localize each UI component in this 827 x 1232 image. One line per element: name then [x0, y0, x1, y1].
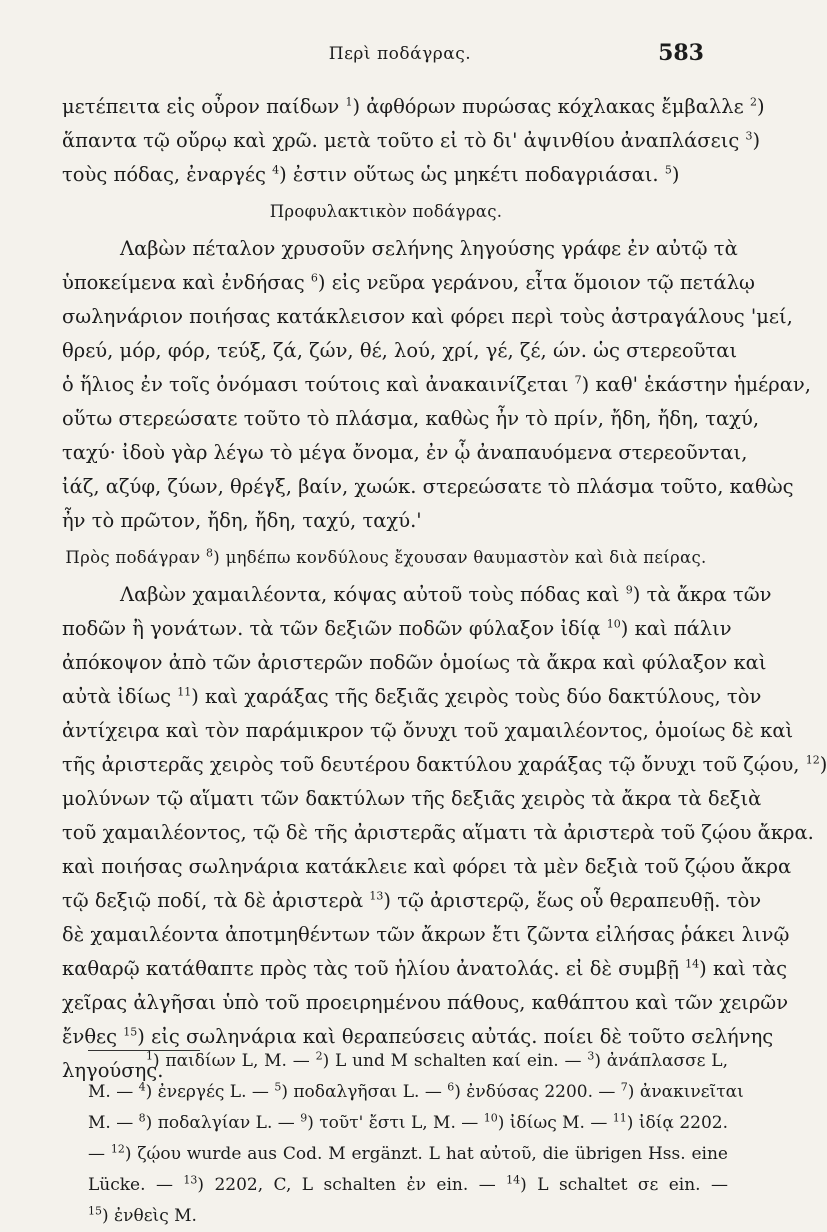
text-line — [62, 578, 772, 612]
text-line — [62, 334, 738, 368]
footnote-line — [88, 1077, 744, 1108]
text-run: ) καὶ τὰς — [699, 957, 788, 980]
text-run: μολύνων τῷ αἵματι τῶν δακτύλων τῆς δεξιᾶς χειρὸς τὰ ἄκρα τὰ δεξιὰ — [62, 787, 762, 810]
text-run: ) — [752, 129, 761, 152]
text-line — [62, 368, 811, 402]
text-run: ἅπαντα τῷ οὔρῳ καὶ χρῶ. μετὰ τοῦτο εἰ τὸ δι' ἀψινθίου ἀναπλάσεις — [62, 129, 746, 152]
text-run: ) καθ' ἑκάστην ἡμέραν, — [581, 373, 811, 396]
text-run: ) — [671, 163, 680, 186]
text-run: θρεύ, μόρ, φόρ, τεύξ, ζά, ζών, θέ, λού, χρί, γέ, ζέ, ών. ὡς στερεοῦται — [62, 339, 738, 362]
text-run: ) ζῴου wurde aus Cod. M ergänzt. L hat αὐτοῦ, die übrigen Hss. eine — [124, 1144, 728, 1164]
footnote-marker: 2 — [749, 95, 757, 109]
footnote-marker: 8 — [205, 546, 214, 560]
text-line — [62, 714, 794, 748]
footnote-marker: 8 — [138, 1111, 146, 1125]
page-number: 583 — [658, 40, 704, 66]
text-run: τοῦ χαμαιλέοντος, τῷ δὲ τῆς ἀριστερᾶς αἵματι τὰ ἀριστερὰ τοῦ ζῴου ἄκρα. — [62, 821, 814, 844]
text-run: M. — — [88, 1082, 139, 1102]
main-text — [62, 90, 827, 1088]
section-heading-prophylactic: Προφυλακτικὸν ποδάγρας. — [269, 202, 503, 221]
text-line — [62, 986, 789, 1020]
text-line — [62, 266, 755, 300]
footnote-marker: 1 — [345, 95, 353, 109]
text-run: αὐτὰ ἰδίως — [62, 685, 178, 708]
text-run: τῷ δεξιῷ ποδί, τὰ δὲ ἀριστερὰ — [62, 889, 370, 912]
text-run: δὲ χαμαιλέοντα ἀποτμηθέντων τῶν ἄκρων ἔτι ζῶντα εἰλήσας ῥάκει λινῷ — [62, 923, 790, 946]
text-run: ) — [756, 95, 765, 118]
footnote-marker: 10 — [483, 1111, 498, 1125]
text-line — [62, 884, 762, 918]
footnote-marker: 6 — [447, 1080, 455, 1094]
footnote-marker: 5 — [664, 163, 672, 177]
footnote-marker: 7 — [574, 373, 582, 387]
text-run: ) ἀνάπλασσε L, — [594, 1051, 728, 1071]
text-run: ) ἐνθεὶς M. — [102, 1206, 197, 1226]
text-run: τῆς ἀριστερᾶς χειρὸς τοῦ δευτέρου δακτύλου χαράξας τῷ ὄνυχι τοῦ ζῴου, — [62, 753, 806, 776]
footnote-marker: 3 — [745, 129, 753, 143]
text-line — [62, 232, 738, 266]
text-run: ) ἀφθόρων πυρώσας κόχλακας ἔμβαλλε — [352, 95, 750, 118]
footnote-line — [88, 1201, 728, 1232]
footnote-marker: 5 — [274, 1080, 282, 1094]
text-run: ) εἰς σωληνάρια καὶ θεραπεύσεις αὐτάς. ποίει δὲ τοῦτο σελήνης — [137, 1025, 774, 1048]
opening-paragraph — [62, 90, 765, 192]
text-run: ) καὶ πάλιν — [620, 617, 732, 640]
footnote-line — [88, 1170, 728, 1201]
footnote-line — [88, 1139, 728, 1170]
text-run: ) τοῦτ' ἔστι L, M. — — [307, 1113, 484, 1133]
footnote-marker: 14 — [506, 1173, 521, 1187]
text-line — [62, 436, 748, 470]
text-line — [62, 646, 767, 680]
footnote-marker: 9 — [300, 1111, 308, 1125]
footnote-marker: 3 — [587, 1049, 595, 1063]
footnote-marker: 13 — [183, 1173, 198, 1187]
remedy-paragraph — [62, 578, 827, 1088]
text-line — [62, 816, 814, 850]
text-run: Lücke. — — [88, 1175, 184, 1195]
text-run: ) ἀνακινεῖται — [627, 1082, 744, 1102]
section-heading-remedy — [62, 538, 710, 578]
text-line — [62, 782, 762, 816]
text-run: ) 2202, C, L schalten ἐν ein. — — [197, 1175, 507, 1195]
text-run: τοὺς πόδας, ἐναργές — [62, 163, 273, 186]
text-run: ) L und M schalten καί ein. — — [322, 1051, 588, 1071]
footnote-marker: 11 — [177, 685, 192, 699]
footnote-marker: 15 — [88, 1204, 102, 1218]
text-run: Λαβὼν πέταλον χρυσοῦν σελήνης ληγούσης γράφε ἐν αὐτῷ τὰ — [120, 237, 738, 260]
footnotes — [88, 1046, 744, 1232]
prophylactic-paragraph — [62, 232, 811, 538]
text-run: Λαβὼν χαμαιλέοντα, κόψας αὐτοῦ τοὺς πόδας καὶ — [120, 583, 626, 606]
footnote-marker: 1 — [146, 1049, 153, 1063]
footnote-marker: 13 — [369, 889, 384, 903]
text-run: ) ἐνδύσας 2200. — — [454, 1082, 621, 1102]
text-run: ) εἰς νεῦρα γεράνου, εἶτα ὅμοιον τῷ πετάλῳ — [317, 271, 755, 294]
footnote-marker: 14 — [685, 957, 700, 971]
text-line — [62, 504, 710, 538]
footnote-line — [88, 1046, 728, 1077]
running-title: Περὶ ποδάγρας. — [328, 44, 472, 64]
text-run: ) παιδίων L, M. — — [153, 1051, 316, 1071]
footnote-marker: 2 — [315, 1049, 323, 1063]
text-line — [62, 402, 760, 436]
footnote-marker: 6 — [310, 271, 318, 285]
text-run: — — [88, 1144, 111, 1164]
text-run: ) μηδέπω κονδύλους ἔχουσαν θαυμαστὸν καὶ διὰ πείρας. — [213, 548, 707, 567]
footnote-marker: 4 — [272, 163, 280, 177]
text-run: ποδῶν ἢ γονάτων. τὰ τῶν δεξιῶν ποδῶν φύλαξον ἰδίᾳ — [62, 617, 607, 640]
text-line — [62, 124, 761, 158]
text-run: ἔνθες — [62, 1025, 124, 1048]
text-line — [62, 680, 762, 714]
footnote-marker: 15 — [123, 1025, 138, 1039]
text-run: ταχύ· ἰδοὺ γὰρ λέγω τὸ μέγα ὄνομα, ἐν ᾧ ἀναπαυόμενα στερεοῦνται, — [62, 441, 748, 464]
text-line — [62, 470, 794, 504]
footnote-marker: 9 — [625, 583, 633, 597]
text-run: ) ἐνεργές L. — — [145, 1082, 275, 1102]
footnote-marker: 12 — [805, 753, 820, 767]
text-run: ) — [819, 753, 827, 776]
footnote-marker: 4 — [138, 1080, 146, 1094]
text-run: ἀπόκοψον ἀπὸ τῶν ἀριστερῶν ποδῶν ὁμοίως τὰ ἄκρα καὶ φύλαξον καὶ — [62, 651, 767, 674]
text-run: ἀντίχειρα καὶ τὸν παράμικρον τῷ ὄνυχι τοῦ χαμαιλέοντος, ὁμοίως δὲ καὶ — [62, 719, 794, 742]
text-run: ὁ ἥλιος ἐν τοῖς ὀνόμασι τούτοις καὶ ἀνακαινίζεται — [62, 373, 575, 396]
text-run: ληγούσης. — [62, 1059, 164, 1082]
text-line — [62, 300, 793, 334]
text-line — [62, 918, 790, 952]
text-run: μετέπειτα εἰς οὖρον παίδων — [62, 95, 346, 118]
text-run: ) τὰ ἄκρα τῶν — [632, 583, 772, 606]
text-run: καὶ ποιήσας σωληνάρια κατάκλειε καὶ φόρει τὰ μὲν δεξιὰ τοῦ ζῴου ἄκρα — [62, 855, 792, 878]
text-line — [62, 90, 765, 124]
footnote-marker: 7 — [620, 1080, 628, 1094]
text-run: ἦν τὸ πρῶτον, ἤδη, ἤδη, ταχύ, ταχύ.' — [62, 509, 422, 532]
text-run: Πρὸς ποδάγραν — [65, 548, 206, 567]
text-line — [62, 612, 732, 646]
text-run: ) L schaltet σε ein. — — [520, 1175, 728, 1195]
text-run: ) ποδαλγίαν L. — — [145, 1113, 301, 1133]
text-line — [62, 158, 710, 192]
text-run: χεῖρας ἀλγῆσαι ὑπὸ τοῦ προειρημένου πάθους, καθάπτου καὶ τῶν χειρῶν — [62, 991, 789, 1014]
text-run: ) τῷ ἀριστερῷ, ἕως οὗ θεραπευθῇ. τὸν — [383, 889, 762, 912]
footnote-marker: 11 — [612, 1111, 627, 1125]
text-line — [62, 748, 827, 782]
text-run: σωληνάριον ποιήσας κατάκλεισον καὶ φόρει περὶ τοὺς ἀστραγάλους 'μεί, — [62, 305, 793, 328]
text-run: ) ἰδίᾳ 2202. — [626, 1113, 728, 1133]
text-run: καθαρῷ κατάθαπτε πρὸς τὰς τοῦ ἡλίου ἀνατολάς. εἰ δὲ συμβῇ — [62, 957, 686, 980]
text-line — [62, 952, 788, 986]
running-head — [0, 40, 800, 70]
text-run: ) καὶ χαράξας τῆς δεξιᾶς χειρὸς τοὺς δύο δακτύλους, τὸν — [191, 685, 762, 708]
footnote-line — [88, 1108, 728, 1139]
text-run: ἰάζ, αζύφ, ζύων, θρέγξ, βαίν, χωώκ. στερεώσατε τὸ πλάσμα τοῦτο, καθὼς — [62, 475, 794, 498]
footnote-marker: 10 — [606, 617, 621, 631]
footnote-marker: 12 — [110, 1142, 125, 1156]
text-run: ) ἰδίως M. — — [497, 1113, 613, 1133]
text-run: M. — — [88, 1113, 139, 1133]
text-run: οὕτω στερεώσατε τοῦτο τὸ πλάσμα, καθὼς ἦν τὸ πρίν, ἤδη, ἤδη, ταχύ, — [62, 407, 760, 430]
text-run: ὑποκείμενα καὶ ἐνδήσας — [62, 271, 311, 294]
text-line — [62, 850, 792, 884]
text-run: ) ἐστιν οὕτως ὡς μηκέτι ποδαγριάσαι. — [279, 163, 665, 186]
text-run: ) ποδαλγῆσαι L. — — [281, 1082, 448, 1102]
